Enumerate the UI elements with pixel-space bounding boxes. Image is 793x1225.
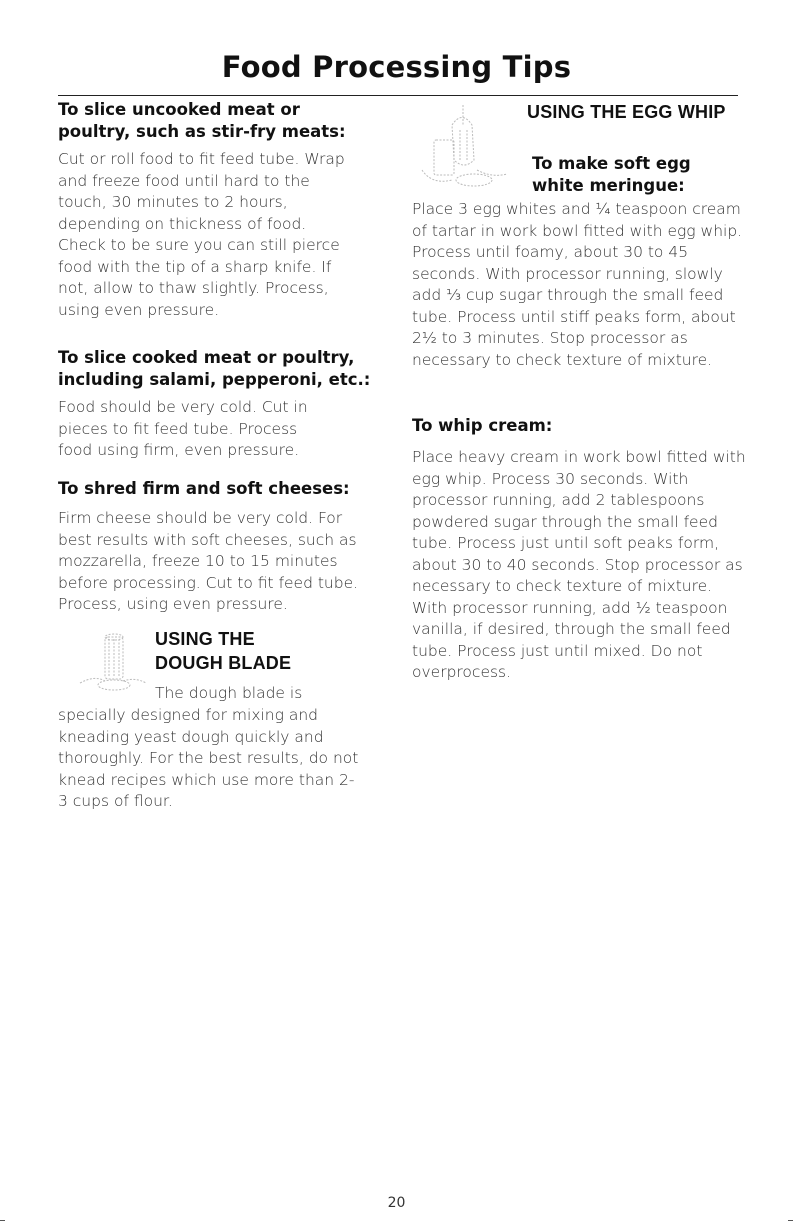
dough-title-line1: USING THE: [155, 629, 255, 649]
section-cooked-meat: [58, 347, 378, 462]
section-heading-cooked-meat: To slice cooked meat or poultry, including salami, pepperoni, etc.:: [58, 348, 371, 389]
dough-blade-title: [155, 628, 355, 674]
crop-mark: [788, 1220, 793, 1221]
section-cheese: [58, 478, 378, 616]
section-body-raw-meat: Cut or roll food to fit feed tube. Wrap and freeze food until hard to the touch, 30 minutes to 2 hours, depending on thickness of food. Check to be sure you can still pierce food with the tip of a sharp knife. If not, allow to thaw slightly. Process, using even pressure.: [58, 150, 345, 319]
page-number: 20: [387, 1195, 406, 1211]
section-heading-raw-meat: To slice uncooked meat or poultry, such as stir-fry meats:: [58, 100, 346, 141]
section-heading-whip-cream: To whip cream:: [412, 416, 553, 435]
egg-whip-title: USING THE EGG WHIP: [527, 102, 726, 122]
title-divider: [58, 95, 738, 96]
section-body-cheese: Firm cheese should be very cold. For best results with soft cheeses, such as mozzarella, freeze 10 to 15 minutes before processing. Cut to fit feed tube. Process, using even pressure.: [58, 509, 359, 613]
section-body-cooked-meat: Food should be very cold. Cut in pieces to fit feed tube. Process food using firm, even pressure.: [58, 398, 308, 459]
section-heading-meringue: To make soft egg white meringue:: [532, 154, 691, 195]
section-body-meringue: Place 3 egg whites and ¼ teaspoon cream of tartar in work bowl fitted with egg whip. Process until foamy, about 30 to 45 seconds. With processor running, slowly add ⅓ cup sugar through the small feed tube. Process until stiff peaks form, about 2½ to 3 minutes. Stop processor as necessary to check texture of mixture.: [412, 200, 743, 369]
dough-blade-icon: [60, 625, 150, 695]
section-raw-meat: [58, 99, 358, 321]
section-body-whip-cream: Place heavy cream in work bowl fitted with egg whip. Process 30 seconds. With processor running, add 2 tablespoons powdered sugar through the small feed tube. Process just until soft peaks form, about 30 to 40 seconds. Stop processor as necessary to check texture of mixture. With processor running, add ½ teaspoon vanilla, if desired, through the small feed tube. Process just until mixed. Do not overprocess.: [412, 448, 746, 681]
dough-body-first: The dough blade is: [155, 684, 303, 702]
dough-title-line2: DOUGH BLADE: [155, 653, 292, 673]
dough-body: specially designed for mixing and kneading yeast dough quickly and thoroughly. For the best results, do not knead recipes which use more than 2-3 cups of flour.: [58, 706, 359, 810]
section-heading-cheese: To shred firm and soft cheeses:: [58, 479, 350, 498]
section-whip-cream: [412, 415, 747, 684]
crop-mark: [0, 1220, 5, 1221]
page-title: Food Processing Tips: [221, 50, 572, 84]
egg-whip-icon: [412, 100, 517, 195]
